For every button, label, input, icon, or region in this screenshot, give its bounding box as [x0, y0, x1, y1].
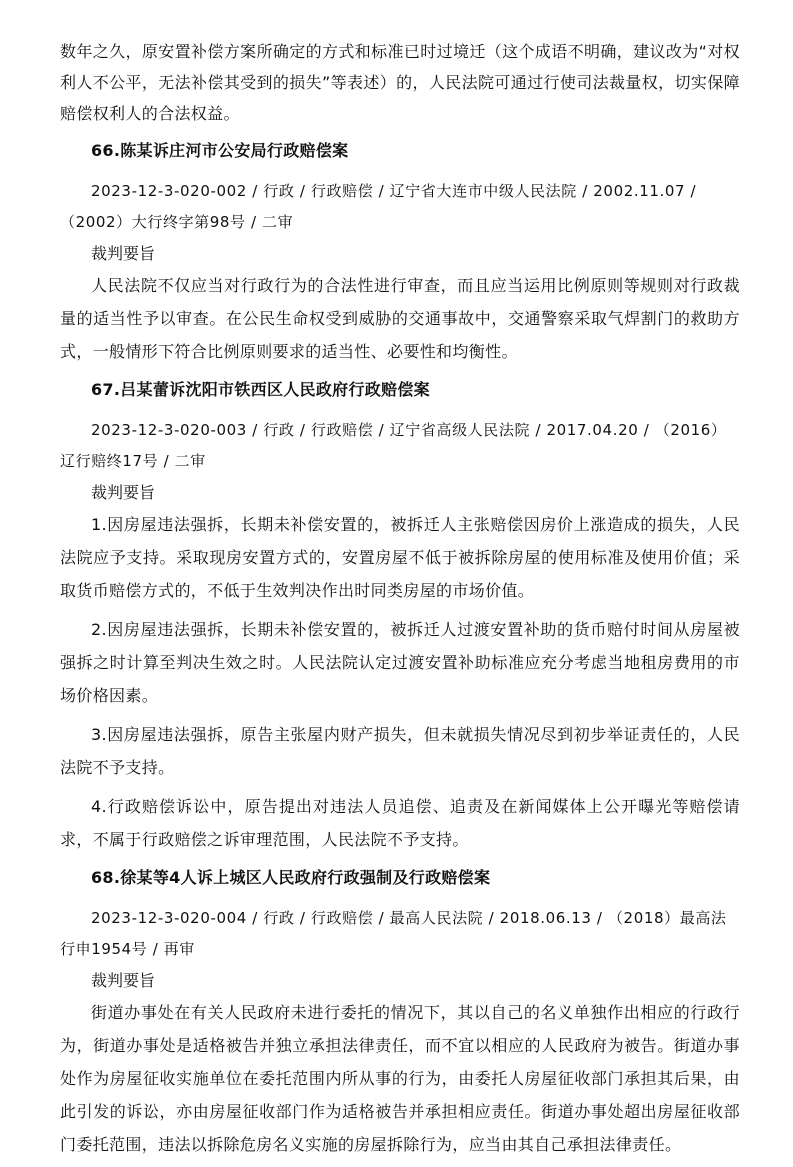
case-title: 68.徐某等4人诉上城区人民政府行政强制及行政赔偿案: [91, 868, 491, 887]
intro-paragraph: 数年之久，原安置补偿方案所确定的方式和标准已时过境迁（这个成语不明确，建议改为“对权利人不公平，无法补偿其受到的损失”等表述）的，人民法院可通过行使司法裁量权，切实保障赔偿权利人的合法权益。: [60, 42, 740, 123]
case-meta: 2023-12-3-020-003 / 行政 / 行政赔偿 / 辽宁省高级人民法院 / 2017.04.20 / （2016）辽行赔终17号 / 二审: [60, 421, 727, 470]
ruling-summary-label: 裁判要旨: [91, 244, 156, 263]
case-title: 67.吕某蕾诉沈阳市铁西区人民政府行政赔偿案: [91, 380, 430, 399]
case-paragraph: 1.因房屋违法强拆，长期未补偿安置的，被拆迁人主张赔偿因房价上涨造成的损失，人民法院应予支持。采取现房安置方式的，安置房屋不低于被拆除房屋的使用标准及使用价值；采取货币赔偿方式的，不低于生效判决作出时同类房屋的市场价值。: [60, 515, 740, 600]
case-meta: 2023-12-3-020-004 / 行政 / 行政赔偿 / 最高人民法院 / 2018.06.13 / （2018）最高法行申1954号 / 再审: [60, 909, 727, 958]
case-paragraph: 2.因房屋违法强拆，长期未补偿安置的，被拆迁人过渡安置补助的货币赔付时间从房屋被强拆之时计算至判决生效之时。人民法院认定过渡安置补助标准应充分考虑当地租房费用的市场价格因素。: [60, 620, 740, 705]
ruling-summary-label: 裁判要旨: [91, 971, 156, 990]
case-paragraph: 街道办事处在有关人民政府未进行委托的情况下，其以自己的名义单独作出相应的行政行为，街道办事处是适格被告并独立承担法律责任，而不宜以相应的人民政府为被告。街道办事处作为房屋征收实施单位在委托范围内所从事的行为，由委托人房屋征收部门承担其后果，由此引发的诉讼，亦由房屋征收部门作为适格被告并承担相应责任。街道办事处超出房屋征收部门委托范围，违法以拆除危房名义实施的房屋拆除行为，应当由其自己承担法律责任。: [60, 1003, 740, 1154]
ruling-summary-label: 裁判要旨: [91, 483, 156, 502]
case-paragraph: 3.因房屋违法强拆，原告主张屋内财产损失，但未就损失情况尽到初步举证责任的，人民法院不予支持。: [60, 725, 740, 777]
case-meta: 2023-12-3-020-002 / 行政 / 行政赔偿 / 辽宁省大连市中级人民法院 / 2002.11.07 / （2002）大行终字第98号 / 二审: [60, 182, 697, 231]
document-page: [60, 36, 740, 1167]
case-section-66: [60, 135, 740, 368]
case-title: 66.陈某诉庄河市公安局行政赔偿案: [91, 141, 349, 160]
case-section-67: [60, 374, 740, 856]
case-paragraph: 4.行政赔偿诉讼中，原告提出对违法人员追偿、追责及在新闻媒体上公开曝光等赔偿请求，不属于行政赔偿之诉审理范围，人民法院不予支持。: [60, 797, 740, 849]
case-section-68: [60, 862, 740, 1161]
case-paragraph: 人民法院不仅应当对行政行为的合法性进行审查，而且应当运用比例原则等规则对行政裁量的适当性予以审查。在公民生命权受到威胁的交通事故中，交通警察采取气焊割门的救助方式，一般情形下符合比例原则要求的适当性、必要性和均衡性。: [60, 276, 740, 361]
